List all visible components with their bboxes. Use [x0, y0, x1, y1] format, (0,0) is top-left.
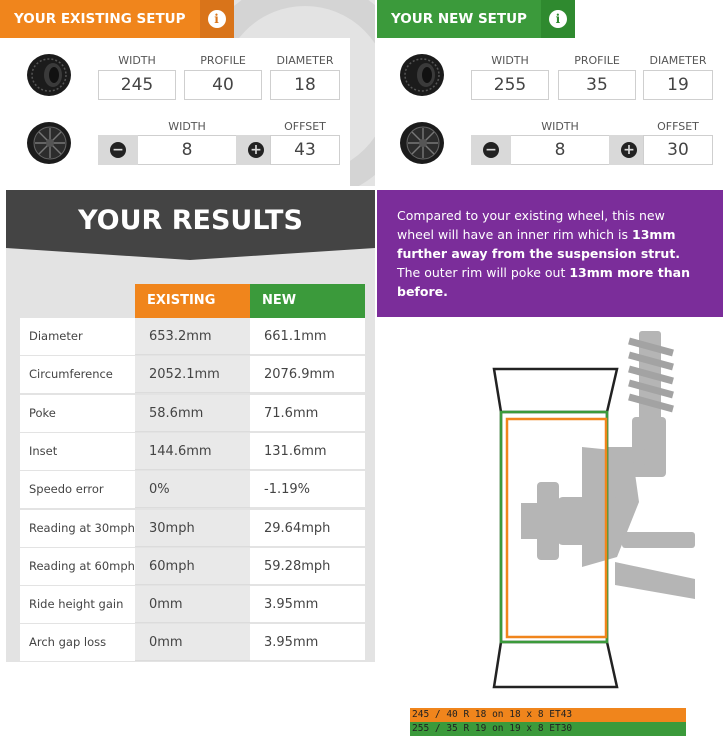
summary-highlight-1: 13mm further away from the suspension strut.	[397, 227, 681, 261]
row-label: Poke	[20, 395, 144, 433]
row-label: Diameter	[20, 318, 144, 356]
existing-value: 653.2mm	[135, 318, 250, 355]
table-row	[20, 510, 365, 548]
new-value: 3.95mm	[250, 586, 365, 623]
plus-icon: +	[248, 142, 264, 158]
tyre-diameter-label: DIAMETER	[649, 54, 707, 67]
existing-value: 58.6mm	[135, 395, 250, 432]
decrease-width-button[interactable]	[98, 135, 138, 165]
new-setup-panel	[377, 0, 723, 186]
summary-text-2: The outer rim will poke out	[397, 265, 570, 280]
table-row	[20, 586, 365, 624]
new-value: 3.95mm	[250, 624, 365, 661]
tyre-profile-label: PROFILE	[200, 54, 246, 67]
new-value: 2076.9mm	[250, 356, 365, 393]
results-panel	[6, 190, 375, 662]
row-label: Ride height gain	[20, 586, 144, 624]
table-row	[20, 395, 365, 433]
tyre-width-label: WIDTH	[491, 54, 529, 67]
tyre-width-label: WIDTH	[118, 54, 156, 67]
existing-value: 0mm	[135, 586, 250, 623]
existing-setup-form	[0, 38, 350, 186]
table-row	[20, 318, 365, 356]
existing-column-header: EXISTING	[135, 284, 250, 318]
tyre-profile-input[interactable]: 35	[558, 70, 636, 100]
results-header-arrow	[6, 248, 375, 260]
tyre-width-input[interactable]: 245	[98, 70, 176, 100]
tyre-profile-label: PROFILE	[574, 54, 620, 67]
wheel-icon	[397, 118, 447, 168]
row-label: Speedo error	[20, 471, 144, 509]
tyre-width-input[interactable]: 255	[471, 70, 549, 100]
wheel-width-input[interactable]: 8	[138, 135, 236, 165]
table-row	[20, 356, 365, 394]
tyre-icon	[24, 50, 74, 100]
plus-icon: +	[621, 142, 637, 158]
new-value: 59.28mph	[250, 548, 365, 585]
existing-value: 0mm	[135, 624, 250, 661]
new-spec-label: 255 / 35 R 19 on 19 x 8 ET30	[410, 722, 686, 736]
existing-value: 30mph	[135, 510, 250, 547]
tyre-diameter-label: DIAMETER	[276, 54, 334, 67]
row-label: Circumference	[20, 356, 144, 394]
table-row	[20, 548, 365, 586]
new-value: 71.6mm	[250, 395, 365, 432]
tyre-icon	[397, 50, 447, 100]
comparison-summary	[377, 190, 723, 317]
wheel-width-label: WIDTH	[541, 120, 579, 133]
existing-setup-title: YOUR EXISTING SETUP	[0, 0, 200, 38]
info-icon[interactable]: i	[200, 0, 234, 38]
wheel-offset-label: OFFSET	[284, 120, 326, 133]
tyre-diameter-input[interactable]: 18	[270, 70, 340, 100]
new-value: 29.64mph	[250, 510, 365, 547]
row-label: Reading at 30mph	[20, 510, 144, 548]
existing-value: 2052.1mm	[135, 356, 250, 393]
existing-setup-panel	[0, 0, 375, 186]
table-row	[20, 471, 365, 509]
wheel-offset-label: OFFSET	[657, 120, 699, 133]
existing-spec-label: 245 / 40 R 18 on 18 x 8 ET43	[410, 708, 686, 722]
new-value: 661.1mm	[250, 318, 365, 355]
row-label: Reading at 60mph	[20, 548, 144, 586]
info-icon[interactable]: i	[541, 0, 575, 38]
new-setup-form	[377, 38, 723, 186]
wheel-icon	[24, 118, 74, 168]
new-setup-title: YOUR NEW SETUP	[377, 0, 541, 38]
existing-value: 0%	[135, 471, 250, 508]
minus-icon: −	[483, 142, 499, 158]
decrease-width-button[interactable]	[471, 135, 511, 165]
wheel-width-stepper	[98, 135, 276, 165]
summary-highlight-2: 13mm more than before.	[397, 265, 690, 299]
new-value: 131.6mm	[250, 433, 365, 470]
minus-icon: −	[110, 142, 126, 158]
row-label: Inset	[20, 433, 144, 471]
wheel-offset-input[interactable]: 43	[270, 135, 340, 165]
existing-value: 60mph	[135, 548, 250, 585]
fitment-diagram	[377, 317, 723, 750]
wheel-width-label: WIDTH	[168, 120, 206, 133]
table-row	[20, 624, 365, 662]
wheel-width-stepper	[471, 135, 649, 165]
wheel-width-input[interactable]: 8	[511, 135, 609, 165]
row-label: Arch gap loss	[20, 624, 144, 662]
tyre-profile-input[interactable]: 40	[184, 70, 262, 100]
table-row	[20, 433, 365, 471]
tyre-diameter-input[interactable]: 19	[643, 70, 713, 100]
new-column-header: NEW	[250, 284, 365, 318]
results-title: YOUR RESULTS	[6, 190, 375, 248]
existing-value: 144.6mm	[135, 433, 250, 470]
wheel-offset-input[interactable]: 30	[643, 135, 713, 165]
summary-text-1: Compared to your existing wheel, this new wheel will have an inner rim which is	[397, 208, 665, 242]
existing-setup-tab	[0, 0, 234, 38]
new-value: -1.19%	[250, 471, 365, 508]
new-setup-tab	[377, 0, 575, 38]
suspension-diagram	[377, 317, 723, 750]
